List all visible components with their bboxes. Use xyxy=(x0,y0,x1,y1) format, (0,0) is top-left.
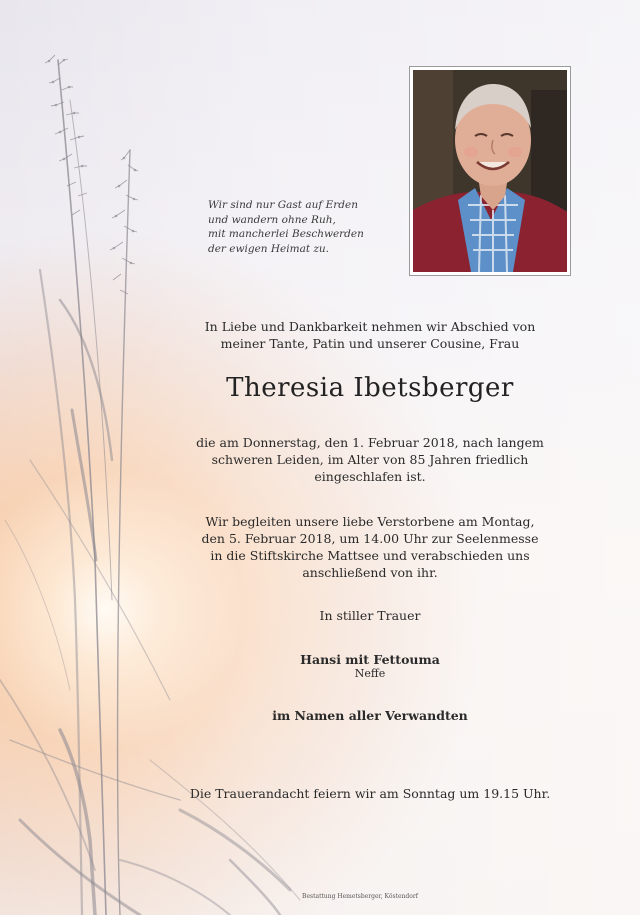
poem-line: der ewigen Heimat zu. xyxy=(208,242,330,255)
farewell-intro xyxy=(180,318,560,352)
portrait-photo-frame xyxy=(409,66,571,276)
funeral-line: anschließend von ihr. xyxy=(302,565,438,580)
poem-line: Wir sind nur Gast auf Erden xyxy=(208,199,358,211)
deceased-name: Theresia Ibetsberger xyxy=(226,373,514,403)
mourning-text: In stiller Trauer xyxy=(319,608,421,623)
signer-relation: Neffe xyxy=(354,667,386,680)
intro-line: In Liebe und Dankbarkeit nehmen wir Abschied von xyxy=(204,319,536,334)
death-notice xyxy=(180,434,560,485)
portrait-photo xyxy=(413,70,567,272)
death-notice-line: schweren Leiden, im Alter von 85 Jahren friedlich xyxy=(211,452,529,467)
prayer-service-text: Die Trauerandacht feiern wir am Sonntag um 19.15 Uhr. xyxy=(189,786,551,801)
funeral-line: in die Stiftskirche Mattsee und verabschieden uns xyxy=(210,548,530,563)
family-text: im Namen aller Verwandten xyxy=(272,708,468,723)
intro-line: meiner Tante, Patin und unserer Cousine, Frau xyxy=(220,336,520,351)
memorial-poem xyxy=(208,198,393,256)
death-notice-line: die am Donnerstag, den 1. Februar 2018, nach langem xyxy=(196,435,544,450)
signer-name: Hansi mit Fettouma xyxy=(300,652,440,667)
funeral-line: Wir begleiten unsere liebe Verstorbene am Montag, xyxy=(205,514,535,529)
funeral-home-footer: Bestattung Hemetsberger, Köstendorf xyxy=(302,893,418,900)
poem-line: und wandern ohne Ruh, xyxy=(208,213,336,226)
funeral-details xyxy=(180,513,560,581)
death-notice-line: eingeschlafen ist. xyxy=(314,469,426,484)
poem-line: mit mancherlei Beschwerden xyxy=(208,228,364,240)
funeral-line: den 5. Februar 2018, um 14.00 Uhr zur Seelenmesse xyxy=(201,531,539,546)
